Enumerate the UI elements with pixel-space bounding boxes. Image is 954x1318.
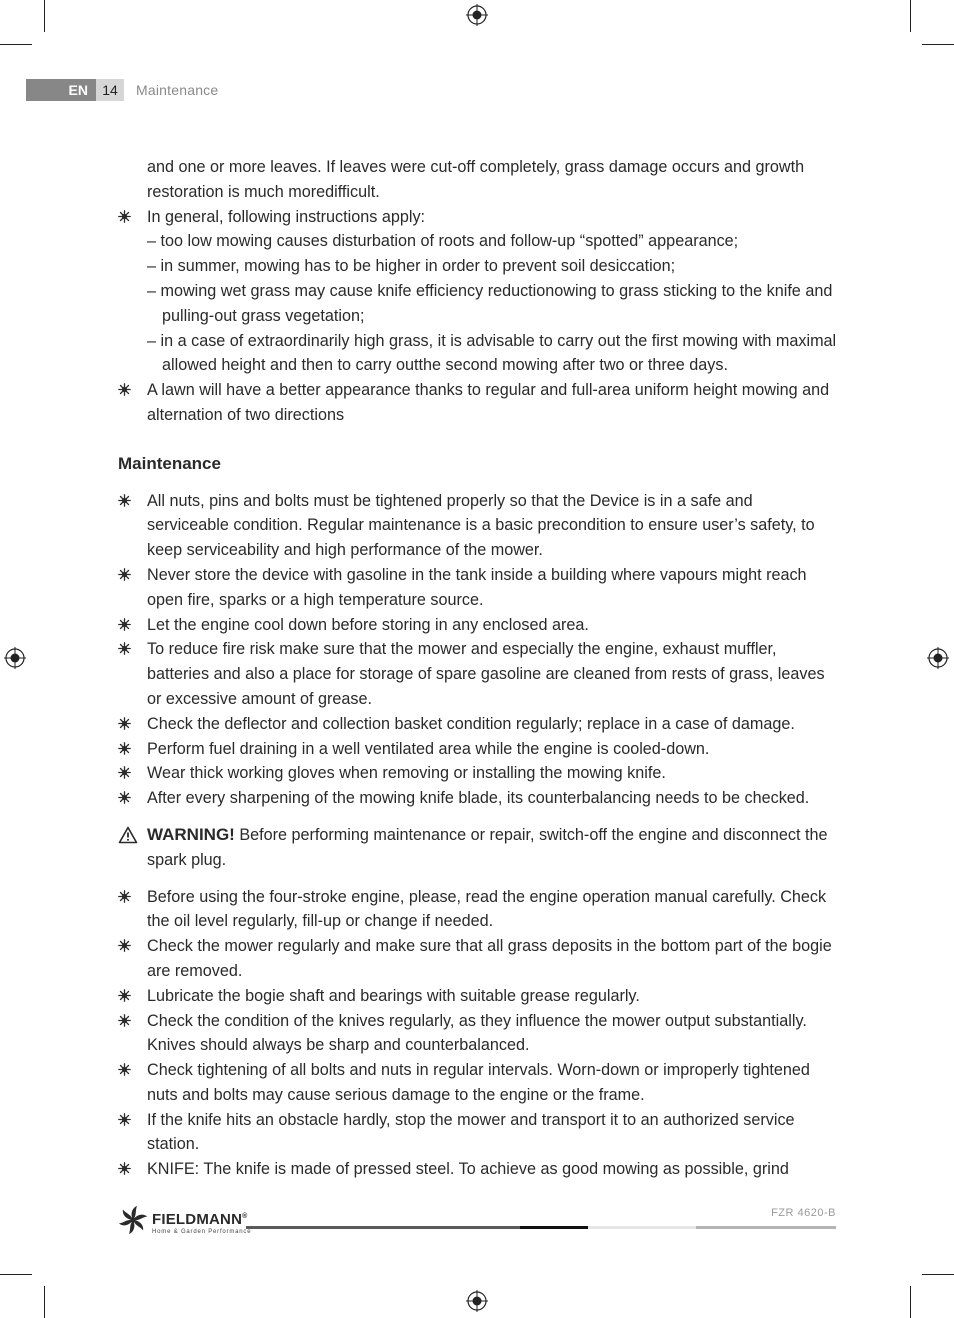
- warning-note: [118, 823, 838, 873]
- footer-bar: [588, 1226, 696, 1229]
- list-item: To reduce fire risk make sure that the mower and especially the engine, exhaust muffler, batteries and also a place for storage of spare gasoline are cleaned from rests of grass, leaves or excessive amount of grease.: [118, 637, 838, 711]
- snowflake-bullet-icon: [118, 890, 131, 903]
- crop-mark: [922, 44, 954, 45]
- snowflake-bullet-icon: [118, 989, 131, 1002]
- snowflake-bullet-icon: [118, 494, 131, 507]
- dash-list: [118, 229, 838, 378]
- snowflake-bullet-icon: [118, 766, 131, 779]
- footer-bar: [520, 1226, 588, 1229]
- list-item: Check tightening of all bolts and nuts in regular intervals. Worn-down or improperly tightened nuts and bolts may cause serious damage to the engine or the frame.: [118, 1058, 838, 1108]
- snowflake-bullet-icon: [118, 618, 131, 631]
- list-item: Perform fuel draining in a well ventilated area while the engine is cooled-down.: [118, 737, 838, 762]
- list-item: Let the engine cool down before storing in any enclosed area.: [118, 613, 838, 638]
- brand-logo: [118, 1205, 251, 1240]
- list-item: All nuts, pins and bolts must be tightened properly so that the Device is in a safe and serviceable condition. Regular maintenance is a basic precondition to ensure user’s safety, to keep serviceability and high performance of the mower.: [118, 489, 838, 563]
- registration-mark-icon: [927, 647, 949, 669]
- crop-mark: [910, 0, 911, 32]
- list-item: Never store the device with gasoline in the tank inside a building where vapours might reach open fire, sparks or a high temperature source.: [118, 563, 838, 613]
- list-item: In general, following instructions apply:: [118, 205, 838, 230]
- warning-text: Before performing maintenance or repair, switch-off the engine and disconnect the spark plug.: [147, 825, 828, 869]
- fieldmann-fan-logo-icon: [118, 1205, 148, 1240]
- page-content: [118, 155, 838, 1182]
- list-item: Check the deflector and collection basket condition regularly; replace in a case of damage.: [118, 712, 838, 737]
- list-item: Wear thick working gloves when removing or installing the mowing knife.: [118, 761, 838, 786]
- page-header: [26, 79, 218, 101]
- snowflake-bullet-icon: [118, 1162, 131, 1175]
- snowflake-bullet-icon: [118, 1014, 131, 1027]
- language-tab: EN: [26, 79, 96, 101]
- list-item: If the knife hits an obstacle hardly, stop the mower and transport it to an authorized service station.: [118, 1108, 838, 1158]
- registration-mark-icon: [4, 647, 26, 669]
- crop-mark: [44, 1286, 45, 1318]
- crop-mark: [922, 1274, 954, 1275]
- model-number: FZR 4620-B: [771, 1207, 836, 1219]
- crop-mark: [910, 1286, 911, 1318]
- footer-bar: [696, 1226, 836, 1229]
- snowflake-bullet-icon: [118, 642, 131, 655]
- snowflake-bullet-icon: [118, 383, 131, 396]
- crop-mark: [0, 1274, 32, 1275]
- snowflake-bullet-icon: [118, 1063, 131, 1076]
- warning-triangle-icon: [118, 826, 138, 844]
- snowflake-bullet-icon: [118, 939, 131, 952]
- logo-text: [152, 1209, 251, 1236]
- warning-label: WARNING!: [147, 824, 235, 844]
- snowflake-bullet-icon: [118, 742, 131, 755]
- dash-item: – too low mowing causes disturbation of roots and follow-up “spotted” appearance;: [147, 232, 739, 251]
- section-label: Maintenance: [136, 82, 219, 98]
- intro-continuation: and one or more leaves. If leaves were cut-off completely, grass damage occurs and growth restoration is much moredifficult.: [147, 158, 805, 201]
- snowflake-bullet-icon: [118, 1113, 131, 1126]
- section-heading: Maintenance: [118, 453, 221, 473]
- list-item: A lawn will have a better appearance thanks to regular and full-area uniform height mowing and alternation of two directions: [118, 378, 838, 428]
- snowflake-bullet-icon: [118, 717, 131, 730]
- registration-mark-icon: [466, 1290, 488, 1312]
- snowflake-bullet-icon: [118, 210, 131, 223]
- brand-tagline: Home & Garden Performance: [152, 1229, 252, 1235]
- list-item: Before using the four-stroke engine, please, read the engine operation manual carefully. Check the oil level regularly, fill-up or change if needed.: [118, 885, 838, 935]
- page-number: 14: [96, 79, 124, 101]
- brand-name: FIELDMANN®: [152, 1211, 248, 1228]
- list-item: Check the condition of the knives regularly, as they influence the mower output substantially. Knives should always be sharp and counterbalanced.: [118, 1009, 838, 1059]
- dash-item: – in a case of extraordinarily high grass, it is advisable to carry out the first mowing with maximal allowed height and then to carry outthe second mowing after two or three days.: [147, 331, 837, 375]
- list-item: Lubricate the bogie shaft and bearings with suitable grease regularly.: [118, 984, 838, 1009]
- snowflake-bullet-icon: [118, 568, 131, 581]
- crop-mark: [0, 44, 32, 45]
- snowflake-bullet-icon: [118, 791, 131, 804]
- registration-mark-icon: [466, 4, 488, 26]
- dash-item: – mowing wet grass may cause knife efficiency reductionowing to grass sticking to the knife and pulling-out grass vegetation;: [147, 281, 833, 325]
- crop-mark: [44, 0, 45, 32]
- dash-item: – in summer, mowing has to be higher in order to prevent soil desiccation;: [147, 257, 676, 276]
- list-item: KNIFE: The knife is made of pressed steel. To achieve as good mowing as possible, grind: [118, 1157, 838, 1182]
- footer-bar: [246, 1226, 520, 1229]
- list-item: After every sharpening of the mowing knife blade, its counterbalancing needs to be checked.: [118, 786, 838, 811]
- list-item: Check the mower regularly and make sure that all grass deposits in the bottom part of the bogie are removed.: [118, 934, 838, 984]
